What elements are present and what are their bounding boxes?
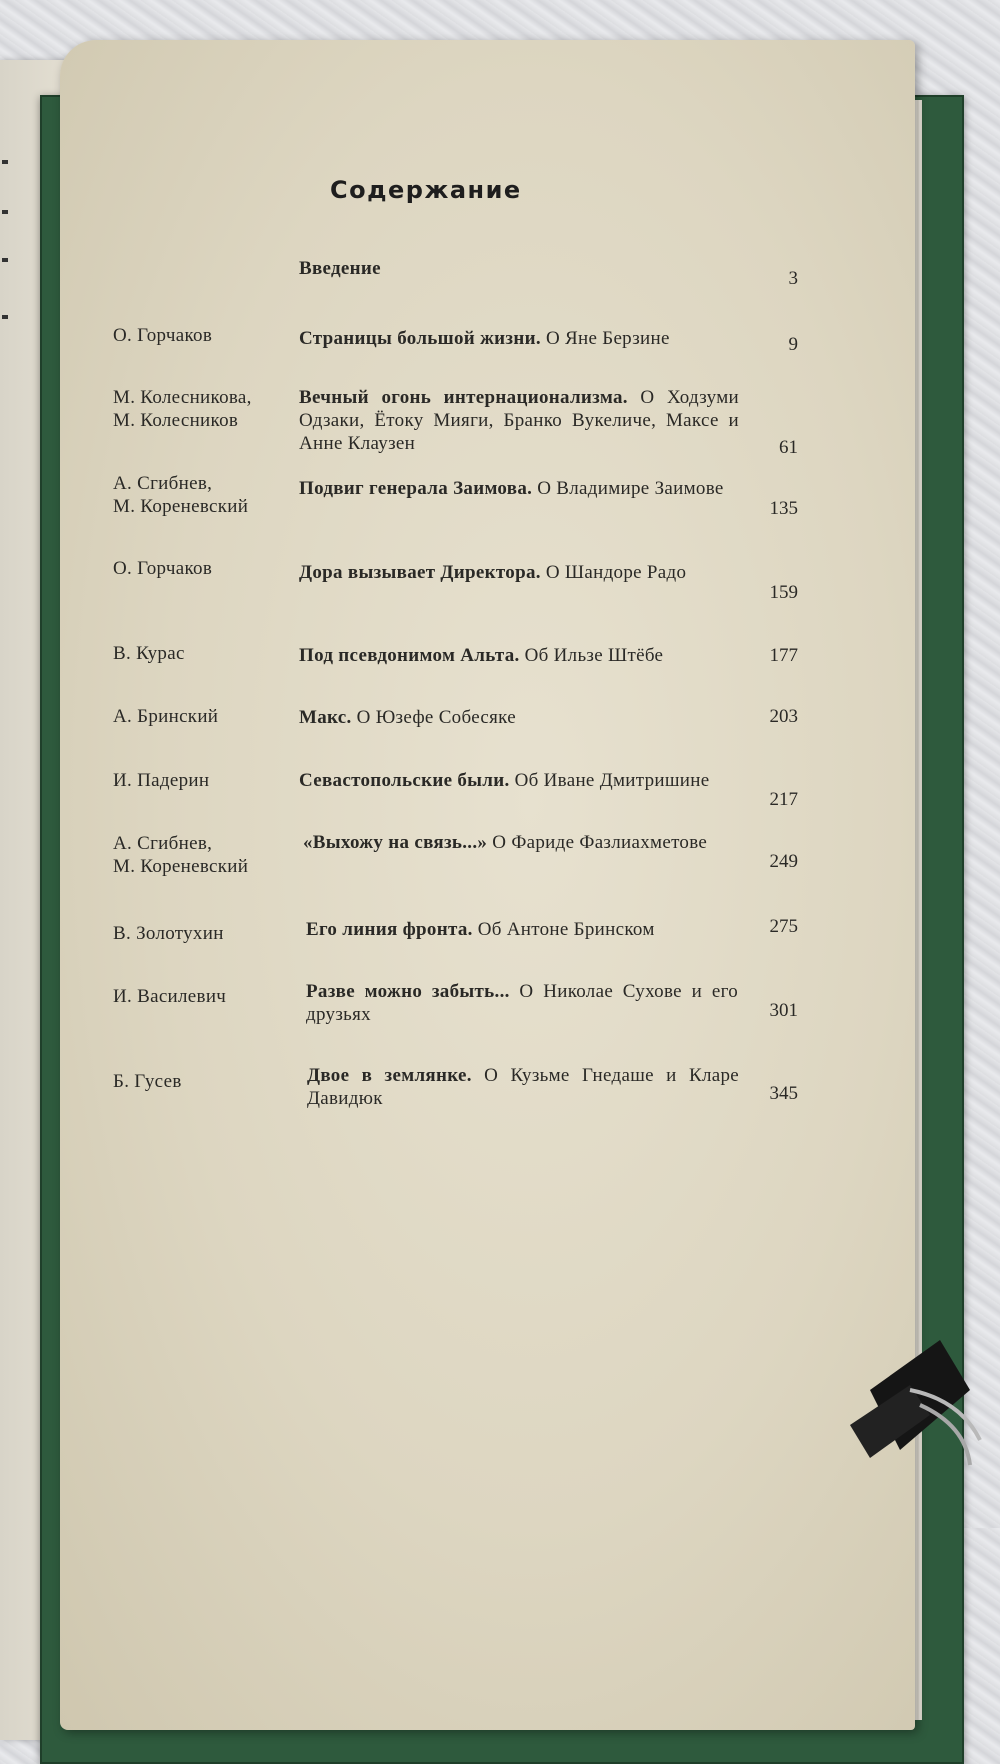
toc-entry-title: Его линия фронта. Об Антоне Бринском	[306, 919, 655, 940]
toc-author: В. Золотухин	[113, 923, 224, 944]
toc-author: М. Колесникова, М. Колесников	[113, 387, 252, 431]
toc-author: Б. Гусев	[113, 1071, 182, 1092]
toc-page-number: 61	[779, 437, 798, 458]
toc-page-number: 9	[788, 334, 798, 355]
toc-entry-title: Дора вызывает Директора. О Шандоре Радо	[299, 562, 687, 583]
toc-page-number: 249	[769, 851, 798, 872]
toc-author: О. Горчаков	[113, 325, 213, 346]
toc-author: А. Сгибнев, М. Кореневский	[113, 833, 249, 877]
book-page	[60, 40, 915, 1730]
toc-page-number: 345	[769, 1083, 798, 1104]
toc-entry-title: Макс. О Юзефе Собесяке	[299, 707, 516, 728]
toc-entry-title: Подвиг генерала Заимова. О Владимире Заимове	[299, 478, 724, 499]
toc-entry-title: «Выхожу на связь...» О Фариде Фазлиахметове	[303, 832, 708, 853]
toc-page-number: 3	[788, 268, 798, 289]
toc-entry-title: Вечный огонь интернационализма. О Ходзуми Одзаки, Ётоку Мияги, Бранко Вукеличе, Максе и Анне Клаузен	[299, 387, 739, 454]
toc-page-number: 275	[769, 916, 798, 937]
toc-page-number: 159	[769, 582, 798, 603]
toc-entry-title: Двое в землянке. О Кузьме Гнедаше и Кларе Давидюк	[307, 1065, 740, 1109]
toc-page-number: 217	[769, 789, 798, 810]
toc-entry-title: Страницы большой жизни. О Яне Берзине	[299, 328, 670, 349]
toc-author: И. Василевич	[113, 986, 227, 1007]
toc-page-number: 301	[769, 1000, 798, 1021]
toc-entry-title: Под псевдонимом Альта. Об Ильзе Штёбе	[299, 645, 664, 666]
toc-page-number: 177	[769, 645, 798, 666]
toc-entry-title: Разве можно забыть... О Николае Сухове и его друзьях	[306, 981, 738, 1025]
toc-author: О. Горчаков	[113, 558, 213, 579]
binder-clip-icon	[850, 1330, 990, 1470]
toc-page-number: 135	[769, 498, 798, 519]
toc-heading: Содержание	[330, 176, 522, 204]
toc-author: А. Бринский	[113, 706, 219, 727]
toc-author: А. Сгибнев, М. Кореневский	[113, 473, 249, 517]
toc-entry-title: Севастопольские были. Об Иване Дмитришине	[299, 770, 710, 791]
toc-author: В. Курас	[113, 643, 185, 664]
toc-entry-title: Введение	[299, 258, 381, 279]
toc-author: И. Падерин	[113, 770, 210, 791]
toc-page-number: 203	[769, 706, 798, 727]
